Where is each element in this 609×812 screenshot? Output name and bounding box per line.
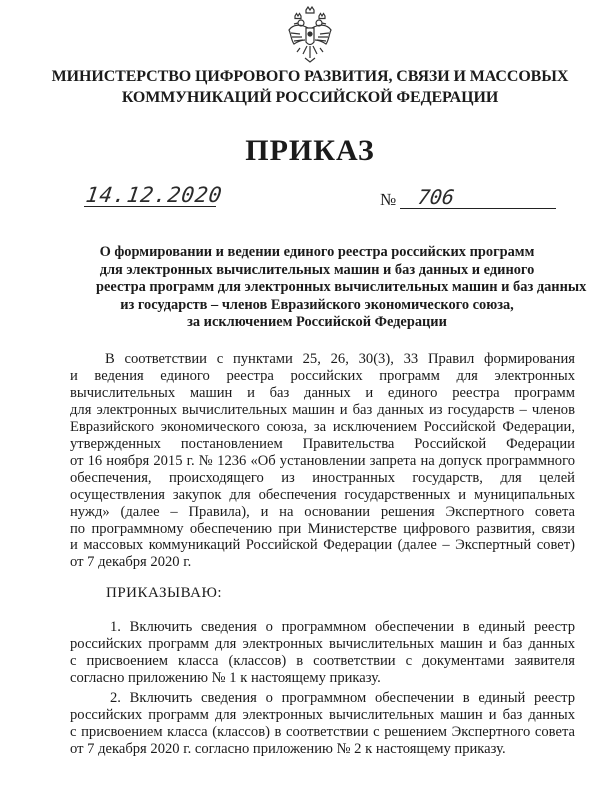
preamble-line: утвержденных постановлением Правительства Российской Федерации xyxy=(70,435,575,452)
subject-line: реестра программ для электронных вычислительных машин и баз данных xyxy=(96,279,587,295)
order-number: 706 xyxy=(416,185,456,209)
preamble-line: и массовых коммуникаций Российской Федерации (далее – Экспертный совет) xyxy=(70,537,575,554)
item-line: согласно приложению № 1 к настоящему приказу. xyxy=(70,669,381,686)
item-line: 1. Включить сведения о программном обеспечении в единый реестр xyxy=(110,619,575,635)
ministry-line: КОММУНИКАЦИЙ РОССИЙСКОЙ ФЕДЕРАЦИИ xyxy=(121,89,499,106)
item-line: 2. Включить сведения о программном обеспечении в единый реестр xyxy=(110,690,575,706)
item-line: от 7 декабря 2020 г. согласно приложению № 2 к настоящему приказу. xyxy=(70,740,506,757)
order-item-2 xyxy=(70,690,575,758)
ministry-name xyxy=(40,66,580,108)
order-directive-word: ПРИКАЗЫВАЮ: xyxy=(106,585,223,601)
preamble-line: от 7 декабря 2020 г. xyxy=(70,554,192,571)
preamble-paragraph xyxy=(70,351,575,571)
order-date: 14.12.2020 xyxy=(84,183,225,207)
date-underline xyxy=(84,206,216,207)
item-line: российских программ для электронных вычислительных машин и баз данных xyxy=(70,635,575,652)
order-subject xyxy=(96,244,587,332)
subject-line: О формировании и ведении единого реестра российских программ xyxy=(99,244,535,260)
ministry-line: МИНИСТЕРСТВО ЦИФРОВОГО РАЗВИТИЯ, СВЯЗИ И МАССОВЫХ xyxy=(51,68,569,85)
preamble-line: для электронных вычислительных машин и баз данных из государств – членов xyxy=(70,401,575,418)
preamble-line: В соответствии с пунктами 25, 26, 30(3), 33 Правил формирования xyxy=(105,351,575,367)
preamble-line: по программному обеспечению при Министерстве цифрового развития, связи xyxy=(70,520,575,537)
preamble-line: Евразийского экономического союза, за исключением Российской Федерации, xyxy=(70,418,575,435)
preamble-line: от 16 ноября 2015 г. № 1236 «Об установлении запрета на допуск программного xyxy=(70,452,575,469)
subject-line: за исключением Российской Федерации xyxy=(187,314,447,330)
document-type-title: ПРИКАЗ xyxy=(245,134,375,167)
preamble-line: нужд» (далее – Правила), и на основании решения Экспертного совета xyxy=(70,503,575,520)
preamble-line: обеспечения, происходящего из иностранных государств, для целей xyxy=(70,469,575,486)
number-underline xyxy=(400,208,556,209)
preamble-line: вычислительных машин и баз данных и единого реестра программ xyxy=(70,384,575,401)
item-line: российских программ для электронных вычислительных машин и баз данных xyxy=(70,706,575,723)
number-sign: № xyxy=(380,190,397,209)
item-line: с присвоением класса (классов) в соответствии с решением Экспертного совета xyxy=(70,723,575,740)
preamble-line: осуществления закупок для обеспечения государственных и муниципальных xyxy=(70,486,575,503)
subject-line: из государств – членов Евразийского экономического союза, xyxy=(120,296,514,313)
preamble-line: и ведения единого реестра российских программ для электронных xyxy=(70,367,575,384)
subject-line: для электронных вычислительных машин и баз данных и единого xyxy=(99,261,535,278)
coat-of-arms-icon xyxy=(287,6,333,66)
item-line: с присвоением класса (классов) в соответствии с документами заявителя xyxy=(70,652,575,669)
order-item-1 xyxy=(70,619,575,687)
